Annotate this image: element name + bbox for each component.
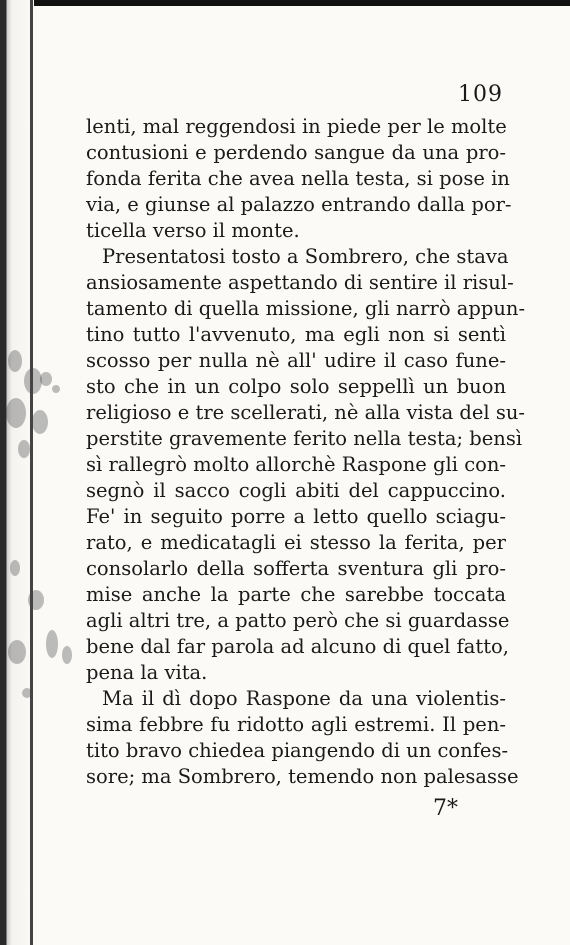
text-line: Fe' in seguito porre a letto quello sciagu- xyxy=(86,505,506,528)
page-top-edge xyxy=(0,0,570,6)
ink-stain xyxy=(8,640,26,664)
text-line: lenti, mal reggendosi in piede per le molte xyxy=(86,115,507,138)
ink-stain xyxy=(46,630,58,658)
text-line: mise anche la parte che sarebbe toccata xyxy=(86,583,506,606)
ink-stain xyxy=(52,385,60,393)
text-line: segnò il sacco cogli abiti del cappuccino. xyxy=(86,479,506,502)
page-number: 109 xyxy=(458,82,503,107)
text-line: sto che in un colpo solo seppellì un buon xyxy=(86,375,506,398)
body-text xyxy=(86,114,526,790)
text-line: Ma il dì dopo Raspone da una violentis- xyxy=(102,687,506,710)
ink-stain xyxy=(8,350,22,372)
text-line: sima febbre fu ridotto agli estremi. Il pen- xyxy=(86,713,506,736)
text-line: contusioni e perdendo sangue da una pro- xyxy=(86,141,506,164)
text-line: pena la vita. xyxy=(86,661,208,684)
text-line: tito bravo chiedea piangendo di un confes- xyxy=(86,739,509,762)
text-line: ansiosamente aspettando di sentire il risul- xyxy=(86,271,514,294)
text-line: perstite gravemente ferito nella testa; bensì xyxy=(86,427,523,450)
ink-stain xyxy=(18,440,30,458)
text-line: tamento di quella missione, gli narrò appun- xyxy=(86,297,526,320)
binding-line xyxy=(30,0,33,945)
ink-stain xyxy=(22,688,32,698)
text-line: scosso per nulla nè all' udire il caso fune- xyxy=(86,349,506,372)
text-line: fonda ferita che avea nella testa, si pose in xyxy=(86,167,510,190)
text-line: ticella verso il monte. xyxy=(86,219,300,242)
ink-stain xyxy=(32,410,48,434)
text-line: sore; ma Sombrero, temendo non palesasse xyxy=(86,765,519,788)
signature-mark: 7* xyxy=(433,796,458,821)
book-spine-shadow xyxy=(0,0,34,945)
ink-stain xyxy=(62,646,72,664)
text-line: religioso e tre scellerati, nè alla vista del su- xyxy=(86,401,526,424)
text-line: agli altri tre, a patto però che si guardasse xyxy=(86,609,510,632)
ink-stain xyxy=(40,372,52,386)
ink-stain xyxy=(28,590,44,610)
text-line: via, e giunse al palazzo entrando dalla por- xyxy=(86,193,512,216)
ink-stain xyxy=(10,560,20,576)
text-line: Presentatosi tosto a Sombrero, che stava xyxy=(102,245,509,268)
text-line: consolarlo della sofferta sventura gli pro- xyxy=(86,557,506,580)
text-line: bene dal far parola ad alcuno di quel fatto, xyxy=(86,635,509,658)
text-line: rato, e medicatagli ei stesso la ferita, per xyxy=(86,531,506,554)
text-line: tino tutto l'avvenuto, ma egli non si sentì xyxy=(86,323,506,346)
ink-stain xyxy=(6,398,26,428)
text-line: sì rallegrò molto allorchè Raspone gli con- xyxy=(86,453,507,476)
